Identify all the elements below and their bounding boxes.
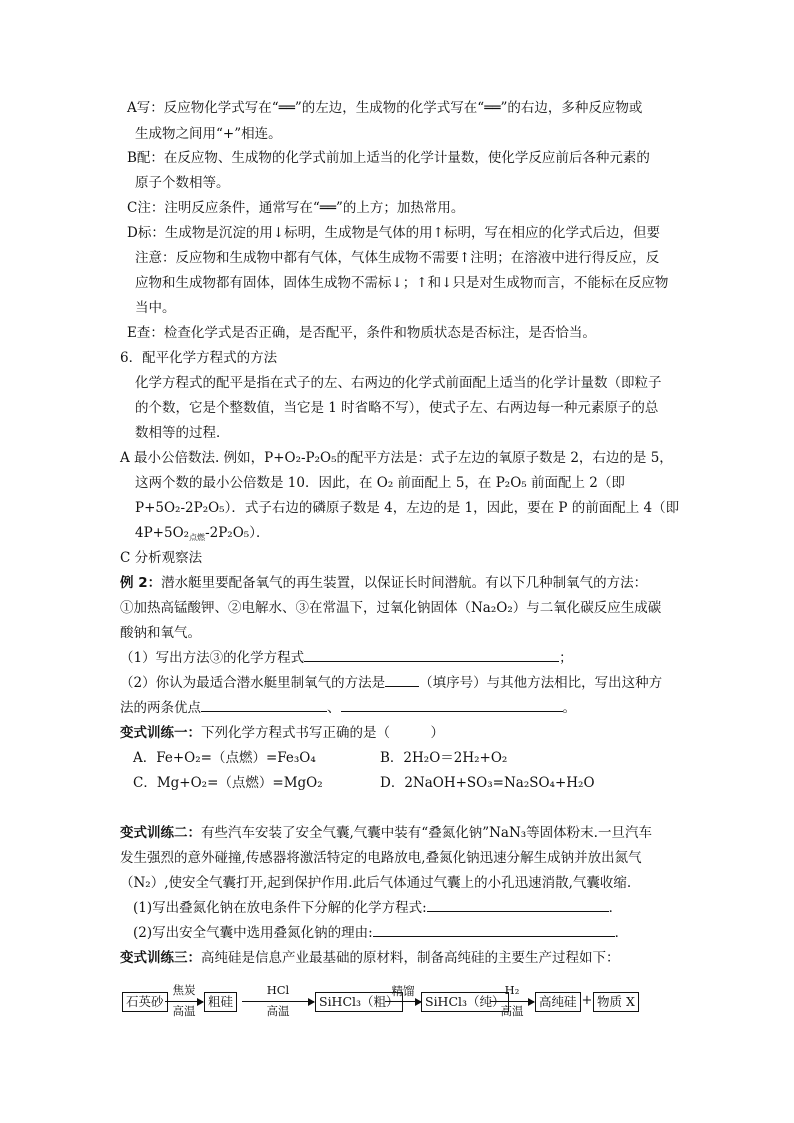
flow-node-crude-silicon: 粗硅 <box>204 992 237 1012</box>
flow-arrow-1 <box>165 1001 203 1002</box>
flow-arrow-4-bottom: 高温 <box>500 1004 524 1018</box>
drill-2-line3: （N₂）,使安全气囊打开,起到保护作用.此后气体通过气囊上的小孔迅速消散,气囊收缩. <box>120 875 632 891</box>
flow-node-sihcl3-crude: SiHCl₃（粗） <box>315 992 403 1012</box>
drill-2-q1-text: (1)写出叠氮化钠在放电条件下分解的化学方程式: <box>133 900 427 916</box>
step-b-line1: B配：在反应物、生成物的化学式前加上适当的化学计量数，使化学反应前后各种元素的 <box>127 150 650 166</box>
section-6-para-line2: 的个数，它是个整数值，当它是 1 时省略不写），使式子左、右两边每一种元素原子的总 <box>135 400 659 416</box>
example-2-label: 例 2： <box>120 575 162 591</box>
step-b-line2: 原子个数相等。 <box>135 175 230 191</box>
flow-arrow-2-top: HCl <box>266 983 290 997</box>
drill-2-question1 <box>133 897 622 919</box>
option-c[interactable]: C．Mg+O₂=（点燃）=MgO₂ <box>133 775 323 791</box>
question-1-answer-blank[interactable] <box>304 647 559 662</box>
option-a[interactable]: A．Fe+O₂=（点燃）=Fe₃O₄ <box>133 750 316 766</box>
method-a-line2: 这两个数的最小公倍数是 10．因此，在 O₂ 前面配上 5，在 P₂O₅ 前面配上 2（即 <box>135 475 625 491</box>
question-2-end: 。 <box>562 700 576 716</box>
flow-node-substance-x: 物质 X <box>593 992 639 1012</box>
question-2-text: （2）你认为最适合潜水艇里制氧气的方法是 <box>120 675 386 691</box>
example-2-question2 <box>120 672 662 694</box>
question-2-advantages-text: 法的两条优点 <box>120 700 201 716</box>
method-a-line4 <box>135 522 269 549</box>
step-d-line4: 当中。 <box>135 300 176 316</box>
method-c-title: C 分析观察法 <box>120 550 203 566</box>
example-2-text: 潜水艇里要配备氧气的再生装置，以保证长时间潜航。有以下几种制氧气的方法： <box>161 575 648 591</box>
step-d-line3: 应物和生成物都有固体，固体生成物不需标↓；↑和↓只是对生成物而言，不能标在反应物 <box>135 275 669 291</box>
example-2-question1 <box>120 647 573 669</box>
option-b[interactable]: B．2H₂O＝2H₂+O₂ <box>380 750 508 766</box>
drill-2-q2-end: ． <box>614 925 629 941</box>
section-6-para-line1: 化学方程式的配平是指在式子的左、右两边的化学式前面配上适当的化学计量数（即粒子 <box>135 375 662 391</box>
method-a-equation: 4P+5O₂ <box>135 525 190 541</box>
example-2-line1 <box>120 572 647 594</box>
question-2-middle: （填序号）与其他方法相比，写出这种方 <box>419 675 663 691</box>
drill-2-q1-end: ． <box>608 900 623 916</box>
method-a-equation-rest: -2P₂O₅）． <box>205 525 270 541</box>
drill-3-text: 高纯硅是信息产业最基础的原材料，制备高纯硅的主要生产过程如下： <box>201 950 620 966</box>
drill-2-text: 有些汽车安装了安全气囊,气囊中装有“叠氮化钠”NaN₃等固体粉末.一旦汽车 <box>201 825 652 841</box>
flow-node-high-purity-silicon: 高纯硅 <box>535 992 581 1012</box>
question-2-choice-blank[interactable] <box>385 672 419 687</box>
question-1-text: （1）写出方法③的化学方程式 <box>120 650 305 666</box>
flow-arrow-2 <box>242 1001 314 1002</box>
method-a-line1: A 最小公倍数法. 例如，P+O₂-P₂O₅的配平方法是：式子左边的氧原子数是 2，右边的是 5， <box>120 450 673 466</box>
drill-3-line1 <box>120 947 620 969</box>
step-e-line1: E查：检查化学式是否正确，是否配平，条件和物质状态是否标注，是否恰当。 <box>127 325 596 341</box>
flow-arrow-2-bottom: 高温 <box>266 1004 290 1018</box>
reaction-condition-label: 点燃 <box>189 533 206 542</box>
drill-1-label: 变式训练一： <box>120 725 201 741</box>
drill-2-q1-blank[interactable] <box>427 897 609 912</box>
drill-1-question <box>120 722 444 744</box>
flow-arrow-4-top: H₂ <box>504 983 520 997</box>
drill-1-text: 下列化学方程式书写正确的是（ ） <box>201 725 444 741</box>
step-a-line1: A写：反应物化学式写在“══”的左边，生成物的化学式写在“══”的右边，多种反应物或 <box>127 100 643 116</box>
advantage-separator: 、 <box>327 700 341 716</box>
method-a-line3: P+5O₂-2P₂O₅）．式子右边的磷原子数是 4，左边的是 1，因此，要在 P 的前面配上 4（即 <box>135 500 680 516</box>
drill-2-q2-blank[interactable] <box>373 922 615 937</box>
advantage-2-blank[interactable] <box>341 697 563 712</box>
step-c-line1: C注：注明反应条件，通常写在“══”的上方；加热常用。 <box>127 200 465 216</box>
question-1-end: ； <box>559 650 573 666</box>
drill-2-line2: 发生强烈的意外碰撞,传感器将激活特定的电路放电,叠氮化钠迅速分解生成钠并放出氮气 <box>120 850 642 866</box>
section-6-para-line3: 数相等的过程． <box>135 425 230 441</box>
step-d-line1: D标：生成物是沉淀的用↓标明，生成物是气体的用↑标明，写在相应的化学式后边，但要 <box>127 225 660 241</box>
example-2-question2-line2 <box>120 697 576 719</box>
flow-arrow-3-top: 精馏 <box>391 984 415 998</box>
flow-arrow-1-bottom: 高温 <box>172 1004 196 1018</box>
flow-arrow-1-top: 焦炭 <box>172 983 196 997</box>
drill-3-label: 变式训练三： <box>120 950 201 966</box>
flow-arrow-4 <box>490 1001 534 1002</box>
example-2-line3: 酸钠和氧气。 <box>120 625 201 641</box>
drill-2-q2-text: (2)写出安全气囊中选用叠氮化钠的理由: <box>133 925 373 941</box>
drill-2-question2 <box>133 922 628 944</box>
drill-2-label: 变式训练二： <box>120 825 201 841</box>
process-flow-diagram <box>120 984 640 1024</box>
drill-2-line1 <box>120 822 652 844</box>
flow-plus-sign: + <box>581 993 593 1008</box>
section-6-heading: 6．配平化学方程式的方法 <box>120 350 278 366</box>
flow-node-sihcl3-pure: SiHCl₃（纯） <box>421 992 509 1012</box>
advantage-1-blank[interactable] <box>201 697 327 712</box>
example-2-line2: ①加热高锰酸钾、②电解水、③在常温下，过氧化钠固体（Na₂O₂）与二氧化碳反应生成碳 <box>120 600 662 616</box>
flow-node-quartz-sand: 石英砂 <box>122 992 168 1012</box>
step-d-line2: 注意：反应物和生成物中都有气体，气体生成物不需要↑注明；在溶液中进行得反应，反 <box>135 250 660 266</box>
step-a-line2: 生成物之间用“+”相连。 <box>135 126 282 142</box>
flow-arrow-3 <box>385 1001 421 1002</box>
option-d[interactable]: D．2NaOH+SO₃=Na₂SO₄+H₂O <box>380 775 595 791</box>
